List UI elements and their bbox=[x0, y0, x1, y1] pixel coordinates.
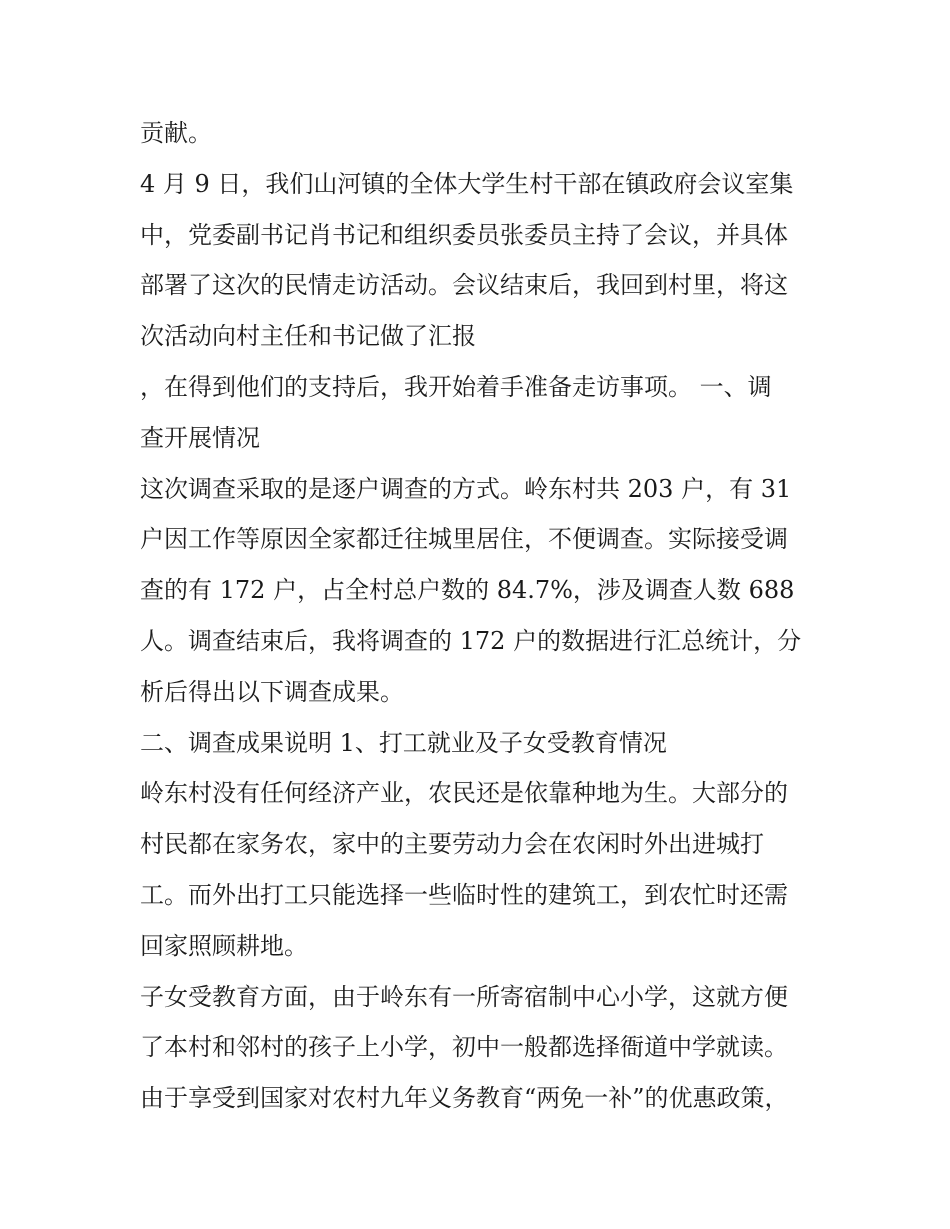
text-line-9: 户因工作等原因全家都迁往城里居住，不便调查。实际接受调 bbox=[140, 525, 788, 554]
text-line-15: 村民都在家务农，家中的主要劳动力会在农闲时外出进城打 bbox=[140, 830, 764, 859]
section-heading-2: 二、调查成果说明 1、打工就业及子女受教育情况 bbox=[140, 728, 667, 757]
text-line-11: 人。调查结束后，我将调查的 172 户的数据进行汇总统计，分 bbox=[140, 626, 802, 655]
text-line-19: 了本村和邻村的孩子上小学，初中一般都选择衙道中学就读。 bbox=[140, 1033, 788, 1062]
text-line-3: 中，党委副书记肖书记和组织委员张委员主持了会议，并具体 bbox=[140, 220, 788, 249]
text-line-18: 子女受教育方面，由于岭东有一所寄宿制中心小学，这就方便 bbox=[140, 982, 788, 1011]
text-line-20: 由于享受到国家对农村九年义务教育“两免一补”的优惠政策， bbox=[140, 1084, 789, 1113]
text-line-17: 回家照顾耕地。 bbox=[140, 931, 308, 960]
text-line-10: 查的有 172 户，占全村总户数的 84.7%，涉及调查人数 688 bbox=[140, 576, 795, 605]
text-line-2: 4 月 9 日，我们山河镇的全体大学生村干部在镇政府会议室集 bbox=[140, 169, 794, 198]
text-line-14: 岭东村没有任何经济产业，农民还是依靠种地为生。大部分的 bbox=[140, 779, 788, 808]
text-line-12: 析后得出以下调查成果。 bbox=[140, 677, 404, 706]
text-line-5: 次活动向村主任和书记做了汇报 bbox=[140, 322, 476, 351]
text-line-4: 部署了这次的民情走访活动。会议结束后，我回到村里，将这 bbox=[140, 271, 788, 300]
text-line-1: 贡献。 bbox=[140, 119, 212, 147]
text-line-8: 这次调查采取的是逐户调查的方式。岭东村共 203 户，有 31 bbox=[140, 474, 792, 503]
text-line-16: 工。而外出打工只能选择一些临时性的建筑工，到农忙时还需 bbox=[140, 880, 788, 909]
text-line-6: ，在得到他们的支持后，我开始着手准备走访事项。 一、调 bbox=[140, 372, 772, 401]
document-body bbox=[140, 108, 820, 1124]
section-heading-line: 查开展情况 bbox=[140, 423, 260, 452]
